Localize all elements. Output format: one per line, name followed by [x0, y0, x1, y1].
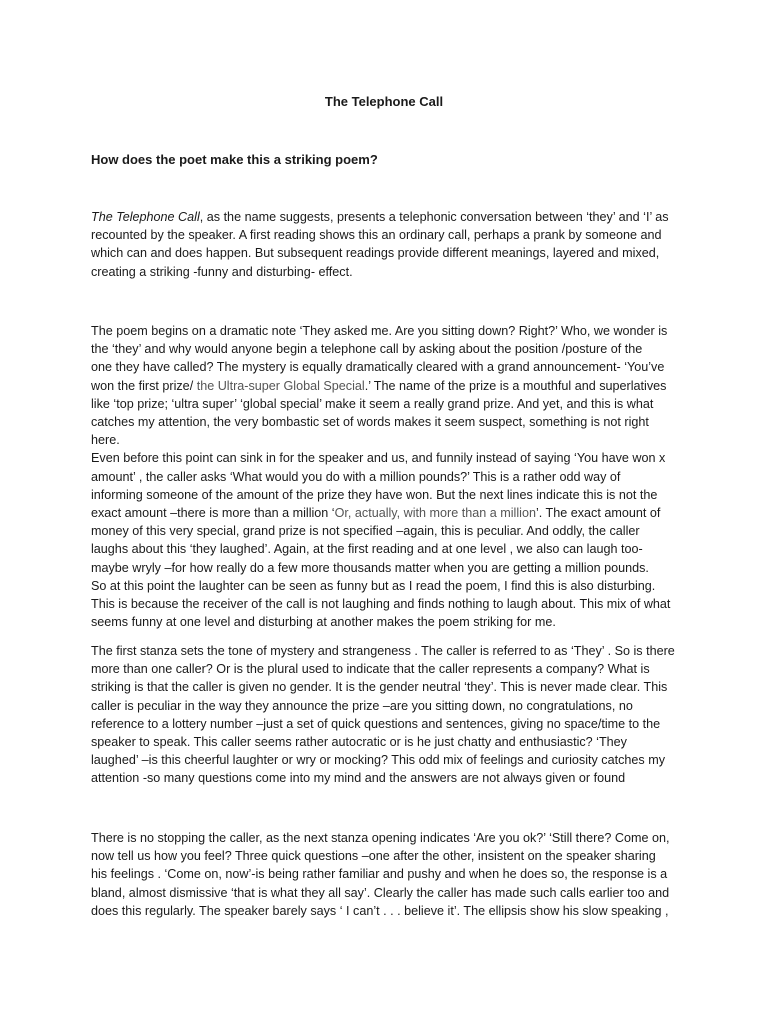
text-line: attention -so many questions come into my mind and the answers are not always given or found [91, 771, 626, 786]
text-line: does this regularly. The speaker barely says ‘ I can’t . . . believe it’. The ellipsis show his slow speaking , [91, 903, 669, 918]
poem-title-italic: The Telephone Call [91, 210, 200, 224]
essay-question: How does the poet make this a striking poem? [91, 152, 378, 167]
text-line: the ‘they’ and why would anyone begin a telephone call by asking about the position /posture of the [91, 342, 643, 357]
text-line: caller is peculiar in the way they announce the prize –are you sitting down, no congratulations, no [91, 698, 633, 713]
text-line: now tell us how you feel? Three quick questions –one after the other, insistent on the speaker sharing [91, 849, 656, 864]
text-line: reference to a lottery number –just a set of quick questions and sentences, giving no space/time to the [91, 716, 661, 731]
text-line: exact amount –there is more than a million ‘Or, actually, with more than a million’. The exact amount of [91, 506, 661, 521]
text-line: seems funny at one level and disturbing at another makes the poem striking for me. [91, 615, 556, 630]
text-line: amount’ , the caller asks ‘What would you do with a million pounds?’ This is a rather odd way of [91, 469, 621, 484]
text-line: This is because the receiver of the call is not laughing and finds nothing to laugh about. This mix of what [91, 597, 671, 612]
text-line: like ‘top prize; ‘ultra super’ ‘global special’ make it seem a really grand prize. And yet, and this is what [91, 396, 654, 411]
text-line: which can and does happen. But subsequent readings provide different meanings, layered and mixed, [91, 246, 660, 261]
paragraph-intro [91, 208, 681, 281]
text-line: speaker to speak. This caller seems rather autocratic or is he just chatty and enthusiastic? ‘They [91, 735, 627, 750]
text-line: The first stanza sets the tone of mystery and strangeness . The caller is referred to as ‘They’ . So is there [91, 644, 675, 658]
text-line: here. [91, 433, 120, 448]
quoted-text: Or, actually, with more than a million [334, 506, 536, 521]
text-line: maybe wryly –for how really do a few more thousands matter when you are getting a million pounds. [91, 560, 649, 575]
text-line: The poem begins on a dramatic note ‘They asked me. Are you sitting down? Right?’ Who, we wonder is [91, 324, 668, 338]
document-title: The Telephone Call [324, 94, 444, 109]
text-line: catches my attention, the very bombastic set of words makes it seem suspect, something is not right [91, 415, 649, 430]
paragraph-next-stanza [91, 829, 681, 920]
text-line: more than one caller? Or is the plural used to indicate that the caller represents a company? What is [91, 662, 650, 677]
text-line: Even before this point can sink in for the speaker and us, and funnily instead of saying ‘You have won x [91, 451, 666, 466]
text-line: one they have called? The mystery is equally dramatically cleared with a grand announcement- ‘You’ve [91, 360, 665, 375]
text-line: informing someone of the amount of the prize they have won. But the next lines indicate this is not the [91, 487, 658, 502]
text-line: bland, almost dismissive ‘that is what they all say’. Clearly the caller has made such calls earlier too and [91, 885, 670, 900]
quoted-text: the Ultra-super Global Special [196, 378, 365, 393]
text-line: laughed’ –is this cheerful laughter or wry or mocking? This odd mix of feelings and curiosity catches my [91, 753, 665, 768]
text-line: his feelings . ‘Come on, now’-is being rather familiar and pushy and when he does so, the response is a [91, 867, 668, 882]
text-line: recounted by the speaker. A first reading shows this an ordinary call, perhaps a prank by someone and [91, 228, 662, 243]
text-line: laughs about this ‘they laughed’. Again, at the first reading and at one level , we also can laugh too- [91, 542, 643, 557]
text-line: creating a striking -funny and disturbing- effect. [91, 264, 353, 279]
text-line: So at this point the laughter can be seen as funny but as I read the poem, I find this is also disturbing. [91, 578, 656, 593]
text-line: striking is that the caller is given no gender. It is the gender neutral ‘they’. This is never made clear. This [91, 680, 668, 695]
text-line: The Telephone Call, as the name suggests, presents a telephonic conversation between ‘they’ and ‘I’ as [91, 210, 669, 224]
paragraph-opening-analysis [91, 322, 681, 631]
text-line: There is no stopping the caller, as the next stanza opening indicates ‘Are you ok?’ ‘Still there? Come on, [91, 831, 670, 845]
text-line: money of this very special, grand prize is not specified –again, this is peculiar. And oddly, the caller [91, 524, 640, 539]
text-line: won the first prize/ the Ultra-super Global Special.’ The name of the prize is a mouthful and superlatives [91, 378, 667, 393]
paragraph-first-stanza [91, 642, 681, 788]
